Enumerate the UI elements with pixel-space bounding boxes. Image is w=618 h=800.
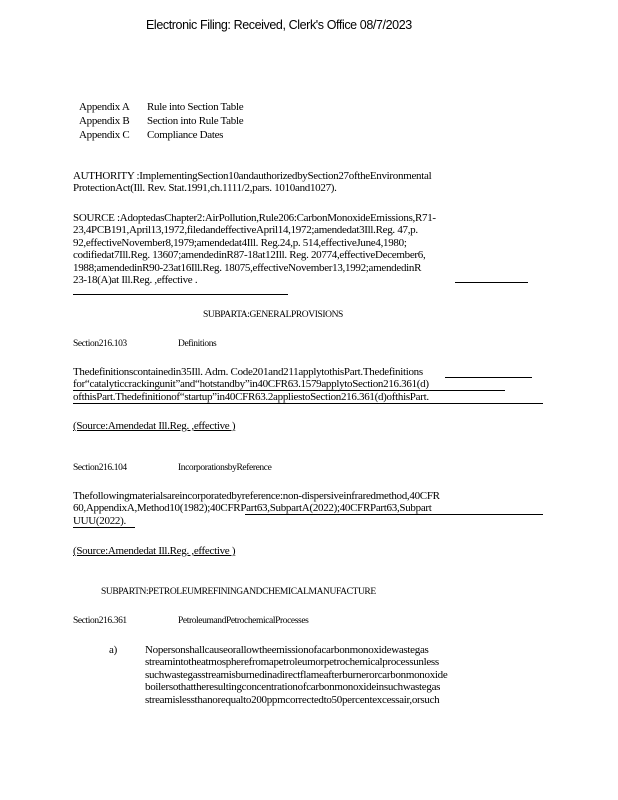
source-line: 23-18(A)at Ill.Reg. ,effective . <box>73 274 198 287</box>
section-103-line: Thedefinitionscontainedin35Ill. Adm. Code201and211applytothisPart.Thedefinitions <box>73 366 423 378</box>
subpart-a-heading: SUBPARTA:GENERALPROVISIONS <box>203 310 343 320</box>
section-361-line: boilersothattheresultingconcentrationofcarbonmonoxideinsuchwastegas <box>145 681 441 694</box>
section-361-line: Nopersonshallcauseorallowtheemissionofacarbonmonoxidewastegas <box>145 644 429 656</box>
authority-line: AUTHORITY :ImplementingSection10andauthorizedbySection27oftheEnvironmental <box>73 170 432 182</box>
source-line: 92,effectiveNovember8,1979;amendedat4Ill. Reg.24,p. 514,effectiveJune4,1980; <box>73 236 407 249</box>
amendment-underline <box>73 294 288 295</box>
section-103-source: (Source:Amendedat Ill.Reg. ,effective ) <box>73 420 236 432</box>
authority-note <box>73 170 431 195</box>
source-line: codifiedat7Ill.Reg. 13607;amendedinR87-18at12Ill. Reg. 20774,effectiveDecember6, <box>73 249 426 262</box>
authority-line: ProtectionAct(Ill. Rev. Stat.1991,ch.1111/2,pars. 1010and1027). <box>73 182 337 195</box>
source-line: 1988;amendedinR90-23at16Ill.Reg. 18075,effectiveNovember13,1992;amendedinR <box>73 261 422 274</box>
section-361-line: streamislessthanorequalto200ppmcorrectedto50percentexcessair,orsuch <box>145 693 440 706</box>
section-361-body <box>145 644 447 706</box>
section-104-line: UUU(2022). <box>73 514 126 527</box>
insertion-underline <box>445 377 532 378</box>
item-a-label: a) <box>109 644 117 656</box>
section-104-title: IncorporationsbyReference <box>178 463 272 473</box>
section-361-title: PetroleumandPetrochemicalProcesses <box>178 616 309 626</box>
insertion-underline <box>73 403 543 404</box>
source-note <box>73 212 436 286</box>
section-103-number: Section216.103 <box>73 339 127 349</box>
section-104-number: Section216.104 <box>73 463 127 473</box>
source-line: SOURCE :AdoptedasChapter2:AirPollution,Rule206:CarbonMonoxideEmissions,R71- <box>73 212 436 224</box>
section-103-line: ofthisPart.Thedefinitionof“startup”in40CFR63.2appliestoSection216.361(d)ofthisPart. <box>73 390 429 403</box>
toc-label: Appendix C <box>79 129 130 141</box>
section-103-line: for“catalyticcrackingunit”and“hotstandby”in40CFR63.1579applytoSection216.361(d) <box>73 378 429 391</box>
section-361-number: Section216.361 <box>73 616 127 626</box>
filing-header: Electronic Filing: Received, Clerk's Office 08/7/2023 <box>146 18 412 32</box>
toc-label: Appendix B <box>79 115 130 127</box>
toc-label: Appendix A <box>79 101 130 113</box>
source-line: 23,4PCB191,April13,1972,filedandeffectiveApril14,1972;amendedat3Ill.Reg. 47,p. <box>73 224 418 237</box>
section-103-title: Definitions <box>178 339 217 349</box>
insertion-underline <box>73 390 505 391</box>
amendment-underline <box>455 282 528 283</box>
subpart-n-heading: SUBPARTN:PETROLEUMREFININGANDCHEMICALMANUFACTURE <box>101 587 376 597</box>
section-103-body <box>73 366 429 403</box>
insertion-underline <box>73 527 135 528</box>
section-361-line: suchwastegasstreamisburnedinadirectflameafterburnerorcarbonmonoxide <box>145 668 448 681</box>
section-104-body <box>73 490 440 527</box>
section-104-line: 60,AppendixA,Method10(1982);40CFRPart63,SubpartA(2022);40CFRPart63,Subpart <box>73 502 432 515</box>
toc-title: Section into Rule Table <box>147 115 244 127</box>
section-104-line: Thefollowingmaterialsareincorporatedbyreference:non-dispersiveinfraredmethod,40CFR <box>73 490 440 502</box>
toc-title: Compliance Dates <box>147 129 224 141</box>
section-104-source: (Source:Amendedat Ill.Reg. ,effective ) <box>73 545 236 557</box>
insertion-underline <box>245 514 543 515</box>
section-361-line: streamintotheatmospherefromapetroleumorpetrochemicalprocessunless <box>145 656 439 669</box>
toc-title: Rule into Section Table <box>147 101 244 113</box>
